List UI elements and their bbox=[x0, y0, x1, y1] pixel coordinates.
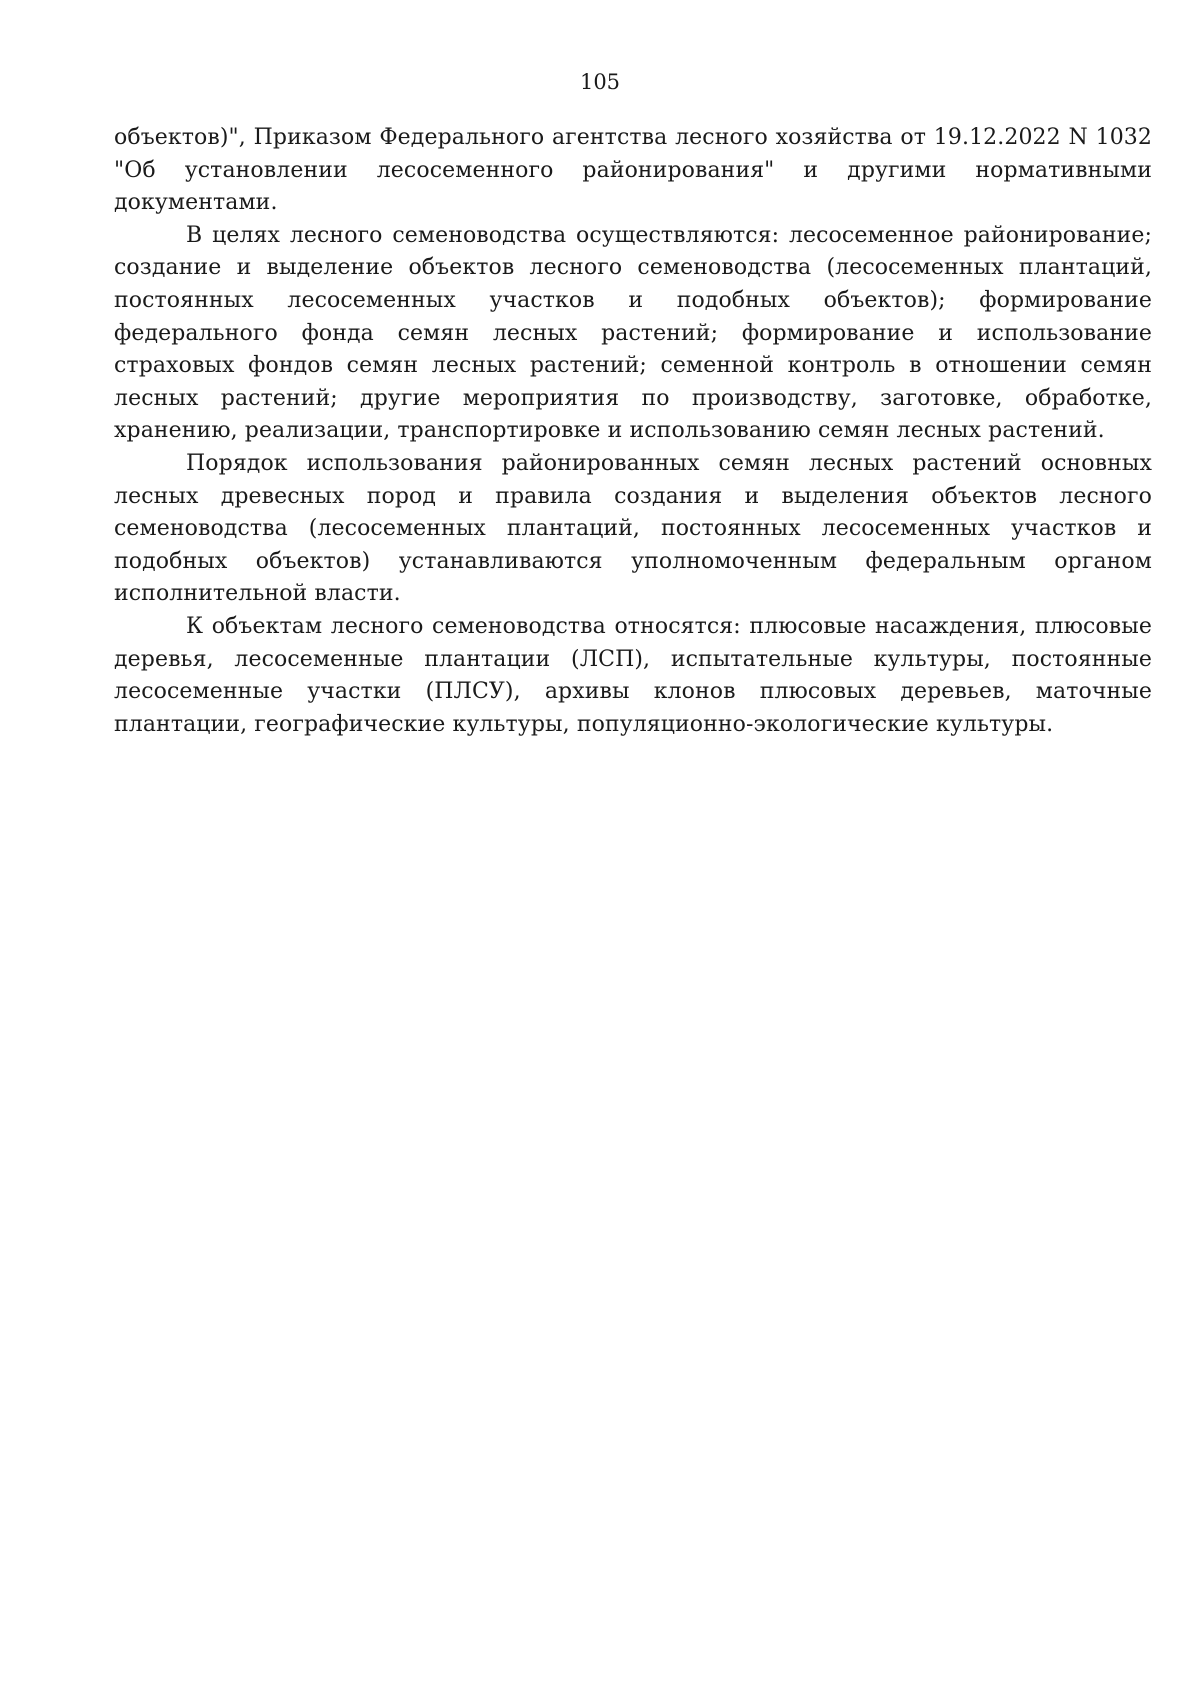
paragraph-continuation: объектов)", Приказом Федерального агентства лесного хозяйства от 19.12.2022 N 1032 "Об установлении лесосеменного районирования" и другими нормативными документами. bbox=[114, 125, 1152, 216]
paragraph-seed-activities: В целях лесного семеноводства осуществляются: лесосеменное районирование; создание и выделение объектов лесного семеноводства (лесосеменных плантаций, постоянных лесосеменных участков и подобных объектов); формирование федерального фонда семян лесных растений; формирование и использование страховых фондов семян лесных растений; семенной контроль в отношении семян лесных растений; другие мероприятия по производству, заготовке, обработке, хранению, реализации, транспортировке и использованию семян лесных растений. bbox=[114, 222, 1152, 444]
body-text bbox=[114, 122, 1152, 741]
paragraph-seed-objects: К объектам лесного семеноводства относятся: плюсовые насаждения, плюсовые деревья, лесосеменные плантации (ЛСП), испытательные культуры, постоянные лесосеменные участки (ПЛСУ), архивы клонов плюсовых деревьев, маточные плантации, географические культуры, популяционно-экологические культуры. bbox=[114, 613, 1152, 737]
page-number: 105 bbox=[579, 70, 621, 94]
paragraph-usage-order: Порядок использования районированных семян лесных растений основных лесных древесных пород и правила создания и выделения объектов лесного семеноводства (лесосеменных плантаций, постоянных лесосеменных участков и подобных объектов) устанавливаются уполномоченным федеральным органом исполнительной власти. bbox=[114, 450, 1152, 607]
